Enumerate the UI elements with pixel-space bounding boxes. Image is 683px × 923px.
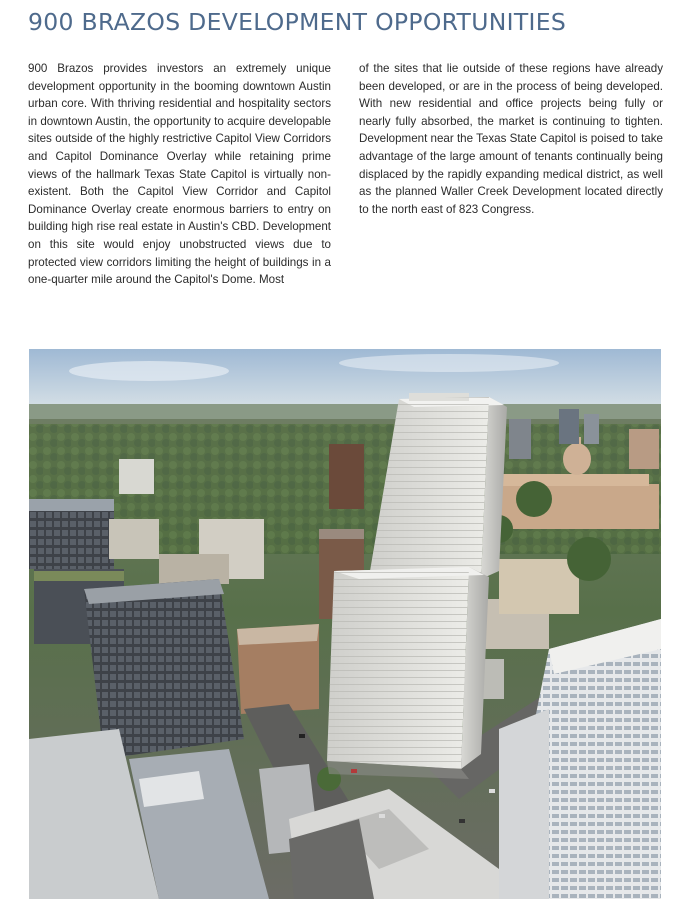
page-title: 900 BRAZOS DEVELOPMENT OPPORTUNITIES <box>28 8 567 36</box>
aerial-photo-downtown-austin <box>29 349 661 899</box>
aerial-photo-illustration <box>29 349 661 899</box>
body-text-left-column: 900 Brazos provides investors an extremely unique development opportunity in the booming downtown Austin urban core. With thriving residential and hospitality sectors in downtown Austin, the opportunity to acquire developable sites outside of the highly restrictive Capitol View Corridors and Capitol Dominance Overlay while retaining prime views of the hallmark Texas State Capitol is virtually non-existent. Both the Capitol View Corridor and Capitol Dominance Overlay create enormous barriers to entry on building high rise real estate in Austin's CBD. Development on this site would enjoy unobstructed views due to protected view corridors limiting the height of buildings in a one-quarter mile around the Capitol's Dome. Most <box>28 62 331 287</box>
body-text-right-column: of the sites that lie outside of these regions have already been developed, or are in the process of being developed. With new residential and office projects being fully or nearly fully absorbed, the market is continuing to tighten. Development near the Texas State Capitol is poised to take advantage of the large amount of tenants continually being displaced by the rapidly expanding medical district, as well as the planned Waller Creek Development located directly to the north east of 823 Congress. <box>359 62 663 216</box>
